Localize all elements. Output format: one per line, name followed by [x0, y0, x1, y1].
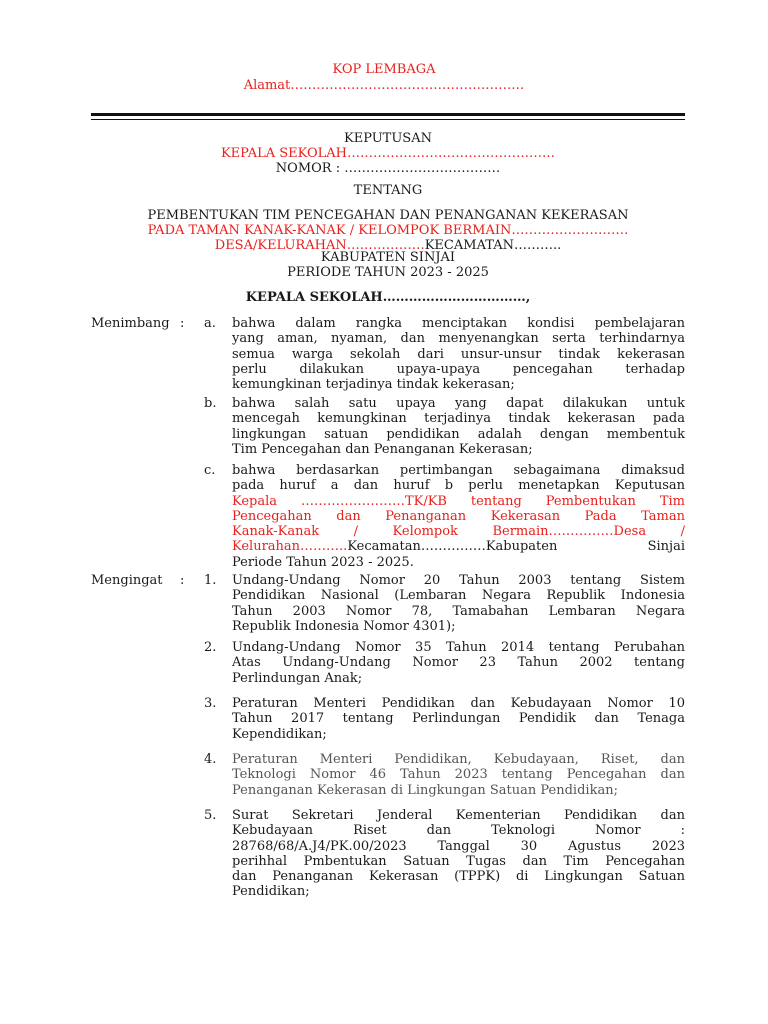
mengingat-label: Mengingat [91, 573, 163, 588]
mengingat-4-text [232, 752, 685, 798]
kecamatan-kabupaten: Kecamatan……………Kabupaten Sinjai [347, 539, 685, 555]
menimbang-a-mark: a. [204, 316, 216, 331]
heading-kabupaten: KABUPATEN SINJAI [320, 250, 456, 265]
text-line: Atas Undang-Undang Nomor 23 Tahun 2002 tentang [232, 655, 685, 671]
text-line: bahwa dalam rangka menciptakan kondisi pembelajaran [232, 316, 685, 331]
heading-desa: DESA/KELURAHAN……………… [214, 238, 425, 253]
text-line: lingkungan satuan pendidikan adalah dengan membentuk [232, 426, 685, 442]
text-line: Undang-Undang Nomor 20 Tahun 2003 tentang Sistem [232, 573, 685, 588]
menimbang-c-text [232, 463, 685, 570]
text-line: Kepala ……………………TK/KB tentang Pembentukan Tim [232, 493, 685, 509]
text-line: perihhal Pmbentukan Satuan Tugas dan Tim Pencegahan [232, 853, 685, 869]
text-line: Kependidikan; [232, 726, 327, 742]
mengingat-2-text [232, 640, 685, 686]
text-line: Penanganan Kekerasan di Lingkungan Satuan Pendidikan; [232, 782, 618, 798]
text-line: dan Penanganan Kekerasan (TPPK) di Lingkungan Satuan [232, 869, 685, 885]
text-line: semua warga sekolah dari unsur-unsur tindak kekerasan [232, 346, 685, 362]
text-line: Surat Sekretari Jenderal Kementerian Pendidikan dan [232, 808, 685, 823]
text-line: Kebudayaan Riset dan Teknologi Nomor : [232, 823, 685, 839]
mengingat-2-mark: 2. [204, 640, 217, 655]
mengingat-3-text [232, 696, 685, 742]
menimbang-b-text [232, 396, 685, 457]
text-line: yang aman, nyaman, dan menyenangkan serta terhindarnya [232, 331, 685, 347]
letterhead-rule-thin [91, 119, 685, 120]
text-line: Peraturan Menteri Pendidikan, Kebudayaan, Riset, dan [232, 752, 685, 767]
text-line: mencegah kemungkinan terjadinya tindak kekerasan pada [232, 411, 685, 427]
heading-periode: PERIODE TAHUN 2023 - 2025 [287, 265, 489, 280]
letterhead-rule-thick [91, 113, 685, 116]
kop-alamat: Alamat……………………………………………… [243, 78, 525, 93]
text-line: Tim Pencegahan dan Penanganan Kekerasan; [232, 441, 533, 457]
text-line: bahwa salah satu upaya yang dapat dilakukan untuk [232, 396, 685, 411]
text-line: Teknologi Nomor 46 Tahun 2023 tentang Pencegahan dan [232, 767, 685, 783]
text-line: Peraturan Menteri Pendidikan dan Kebudayaan Nomor 10 [232, 696, 685, 711]
menimbang-colon: : [180, 316, 185, 331]
text-line [232, 539, 685, 554]
text-line: bahwa berdasarkan pertimbangan sebagaimana dimaksud [232, 463, 685, 478]
text-line: Republik Indonesia Nomor 4301); [232, 618, 456, 634]
heading-tentang: TENTANG [353, 183, 423, 198]
text-line: Pencegahan dan Penanganan Kekerasan Pada Taman [232, 508, 685, 524]
text-line: Undang-Undang Nomor 35 Tahun 2014 tentang Perubahan [232, 640, 685, 655]
heading-kepala-sekolah: KEPALA SEKOLAH………………………………………… [220, 146, 556, 161]
heading-keputusan: KEPUTUSAN [344, 131, 432, 146]
heading-kecamatan: KECAMATAN……….. [424, 238, 562, 253]
text-line: kemungkinan terjadinya tindak kekerasan; [232, 377, 515, 393]
mengingat-3-mark: 3. [204, 696, 217, 711]
text-line: Pendidikan Nasional (Lembaran Negara Republik Indonesia [232, 588, 685, 604]
text-line: pada huruf a dan huruf b perlu menetapkan Keputusan [232, 478, 685, 494]
mengingat-4-mark: 4. [204, 752, 217, 767]
mengingat-1-mark: 1. [204, 573, 217, 588]
mengingat-colon: : [180, 573, 185, 588]
mengingat-1-text [232, 573, 685, 634]
text-line: Tahun 2017 tentang Perlindungan Pendidik dan Tenaga [232, 711, 685, 727]
menimbang-a-text [232, 316, 685, 392]
text-line: Periode Tahun 2023 - 2025. [232, 554, 414, 570]
text-line: Kanak-Kanak / Kelompok Bermain……………Desa / [232, 524, 685, 540]
menimbang-c-mark: c. [204, 463, 216, 478]
heading-signer: KEPALA SEKOLAH……………………………, [245, 290, 531, 305]
heading-title-line1: PEMBENTUKAN TIM PENCEGAHAN DAN PENANGANAN KEKERASAN [147, 208, 629, 223]
menimbang-label: Menimbang [91, 316, 170, 331]
mengingat-5-text [232, 808, 685, 900]
mengingat-5-mark: 5. [204, 808, 217, 823]
text-line: Pendidikan; [232, 884, 310, 900]
text-line: Tahun 2003 Nomor 78, Tamabahan Lembaran Negara [232, 603, 685, 619]
kelurahan-placeholder: Kelurahan……….. [232, 539, 348, 555]
text-line: 28768/68/A.J4/PK.00/2023 Tanggal 30 Agustus 2023 [232, 838, 685, 854]
kop-lembaga: KOP LEMBAGA [332, 62, 436, 77]
text-line: perlu dilakukan upaya-upaya pencegahan terhadap [232, 361, 685, 377]
heading-title-line2: PADA TAMAN KANAK-KANAK / KELOMPOK BERMAIN……………………… [147, 223, 629, 238]
heading-nomor: NOMOR : ……………………………… [275, 161, 501, 176]
menimbang-b-mark: b. [204, 396, 217, 411]
text-line: Perlindungan Anak; [232, 670, 363, 686]
